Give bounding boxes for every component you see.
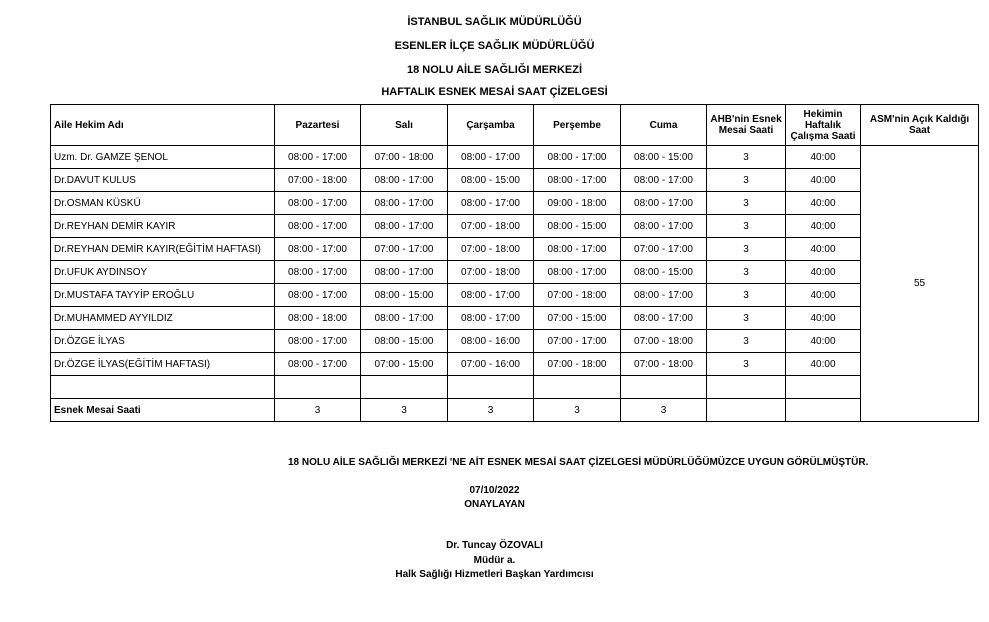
table-row bbox=[51, 284, 979, 307]
total-row bbox=[51, 399, 979, 422]
flex-hours: 3 bbox=[707, 192, 786, 215]
total-label: Esnek Mesai Saati bbox=[51, 399, 275, 422]
col-header-tuesday: Salı bbox=[361, 105, 448, 146]
total-tue: 3 bbox=[361, 399, 448, 422]
hours-fri: 07:00 - 17:00 bbox=[621, 238, 707, 261]
schedule-table bbox=[50, 104, 979, 422]
table-row bbox=[51, 307, 979, 330]
hours-mon: 08:00 - 17:00 bbox=[275, 215, 361, 238]
total-wed: 3 bbox=[448, 399, 534, 422]
total-thu: 3 bbox=[534, 399, 621, 422]
empty-cell bbox=[707, 376, 786, 399]
header-line-4: HAFTALIK ESNEK MESAİ SAAT ÇİZELGESİ bbox=[381, 86, 608, 98]
hours-fri: 08:00 - 17:00 bbox=[621, 307, 707, 330]
hours-mon: 08:00 - 17:00 bbox=[275, 238, 361, 261]
table-row bbox=[51, 330, 979, 353]
weekly-hours: 40:00 bbox=[786, 169, 861, 192]
signer-title: Müdür a. bbox=[473, 555, 516, 566]
hours-wed: 08:00 - 17:00 bbox=[448, 192, 534, 215]
weekly-hours: 40:00 bbox=[786, 146, 861, 169]
hours-thu: 07:00 - 18:00 bbox=[534, 353, 621, 376]
weekly-hours: 40:00 bbox=[786, 284, 861, 307]
empty-cell bbox=[361, 376, 448, 399]
col-header-wednesday: Çarşamba bbox=[448, 105, 534, 146]
physician-name: Dr.MUHAMMED AYYILDIZ bbox=[51, 307, 275, 330]
hours-mon: 08:00 - 17:00 bbox=[275, 353, 361, 376]
weekly-hours: 40:00 bbox=[786, 192, 861, 215]
weekly-hours: 40:00 bbox=[786, 330, 861, 353]
hours-mon: 07:00 - 18:00 bbox=[275, 169, 361, 192]
hours-tue: 08:00 - 17:00 bbox=[361, 215, 448, 238]
flex-hours: 3 bbox=[707, 261, 786, 284]
hours-thu: 07:00 - 15:00 bbox=[534, 307, 621, 330]
physician-name: Dr.ÖZGE İLYAS(EĞİTİM HAFTASI) bbox=[51, 353, 275, 376]
empty-cell bbox=[448, 376, 534, 399]
empty-cell bbox=[275, 376, 361, 399]
flex-hours: 3 bbox=[707, 146, 786, 169]
hours-wed: 07:00 - 18:00 bbox=[448, 261, 534, 284]
hours-tue: 07:00 - 18:00 bbox=[361, 146, 448, 169]
hours-mon: 08:00 - 18:00 bbox=[275, 307, 361, 330]
hours-fri: 08:00 - 17:00 bbox=[621, 284, 707, 307]
weekly-hours: 40:00 bbox=[786, 261, 861, 284]
col-header-thursday: Perşembe bbox=[534, 105, 621, 146]
weekly-hours: 40:00 bbox=[786, 238, 861, 261]
col-header-asm-open: ASM'nin Açık Kaldığı Saat bbox=[861, 105, 979, 146]
physician-name: Dr.REYHAN DEMİR KAYIR bbox=[51, 215, 275, 238]
header-line-3: 18 NOLU AİLE SAĞLIĞI MERKEZİ bbox=[407, 64, 582, 76]
flex-hours: 3 bbox=[707, 215, 786, 238]
flex-hours: 3 bbox=[707, 284, 786, 307]
hours-wed: 08:00 - 17:00 bbox=[448, 146, 534, 169]
col-header-name: Aile Hekim Adı bbox=[51, 105, 275, 146]
table-header-row bbox=[51, 105, 979, 146]
flex-hours: 3 bbox=[707, 238, 786, 261]
hours-wed: 07:00 - 18:00 bbox=[448, 215, 534, 238]
hours-mon: 08:00 - 17:00 bbox=[275, 261, 361, 284]
physician-name: Uzm. Dr. GAMZE ŞENOL bbox=[51, 146, 275, 169]
flex-hours: 3 bbox=[707, 330, 786, 353]
physician-name: Dr.DAVUT KULUS bbox=[51, 169, 275, 192]
weekly-hours: 40:00 bbox=[786, 215, 861, 238]
hours-mon: 08:00 - 17:00 bbox=[275, 330, 361, 353]
empty-cell bbox=[51, 376, 275, 399]
empty-cell bbox=[707, 399, 786, 422]
hours-thu: 08:00 - 17:00 bbox=[534, 169, 621, 192]
physician-name: Dr.OSMAN KÜSKÜ bbox=[51, 192, 275, 215]
col-header-friday: Cuma bbox=[621, 105, 707, 146]
hours-thu: 08:00 - 17:00 bbox=[534, 238, 621, 261]
hours-fri: 07:00 - 18:00 bbox=[621, 353, 707, 376]
hours-tue: 08:00 - 17:00 bbox=[361, 192, 448, 215]
approval-date: 07/10/2022 bbox=[469, 485, 520, 496]
asm-open-hours: 55 bbox=[861, 146, 979, 422]
empty-cell bbox=[621, 376, 707, 399]
header-line-2: ESENLER İLÇE SAĞLIK MÜDÜRLÜĞÜ bbox=[394, 40, 595, 52]
hours-thu: 08:00 - 17:00 bbox=[534, 261, 621, 284]
hours-tue: 07:00 - 17:00 bbox=[361, 238, 448, 261]
approval-note: 18 NOLU AİLE SAĞLIĞI MERKEZİ 'NE AİT ESNEK MESAİ SAAT ÇİZELGESİ MÜDÜRLÜĞÜMÜZCE UYGUN GÖRÜLMÜŞTÜR. bbox=[288, 457, 869, 468]
table-row bbox=[51, 261, 979, 284]
hours-mon: 08:00 - 17:00 bbox=[275, 192, 361, 215]
flex-hours: 3 bbox=[707, 353, 786, 376]
hours-thu: 08:00 - 17:00 bbox=[534, 146, 621, 169]
hours-fri: 08:00 - 15:00 bbox=[621, 146, 707, 169]
blank-row bbox=[51, 376, 979, 399]
approver-label: ONAYLAYAN bbox=[464, 499, 525, 510]
hours-thu: 07:00 - 17:00 bbox=[534, 330, 621, 353]
hours-tue: 08:00 - 17:00 bbox=[361, 169, 448, 192]
flex-hours: 3 bbox=[707, 307, 786, 330]
hours-fri: 08:00 - 17:00 bbox=[621, 169, 707, 192]
table-row bbox=[51, 215, 979, 238]
weekly-hours: 40:00 bbox=[786, 353, 861, 376]
signer-name: Dr. Tuncay ÖZOVALI bbox=[446, 540, 543, 551]
hours-fri: 08:00 - 17:00 bbox=[621, 192, 707, 215]
hours-wed: 07:00 - 16:00 bbox=[448, 353, 534, 376]
physician-name: Dr.ÖZGE İLYAS bbox=[51, 330, 275, 353]
physician-name: Dr.UFUK AYDINSOY bbox=[51, 261, 275, 284]
hours-wed: 08:00 - 16:00 bbox=[448, 330, 534, 353]
hours-thu: 07:00 - 18:00 bbox=[534, 284, 621, 307]
hours-tue: 08:00 - 17:00 bbox=[361, 261, 448, 284]
weekly-hours: 40:00 bbox=[786, 307, 861, 330]
hours-tue: 08:00 - 15:00 bbox=[361, 330, 448, 353]
table-row bbox=[51, 169, 979, 192]
total-mon: 3 bbox=[275, 399, 361, 422]
empty-cell bbox=[534, 376, 621, 399]
hours-fri: 08:00 - 15:00 bbox=[621, 261, 707, 284]
total-fri: 3 bbox=[621, 399, 707, 422]
hours-tue: 08:00 - 15:00 bbox=[361, 284, 448, 307]
hours-fri: 07:00 - 18:00 bbox=[621, 330, 707, 353]
signer-role: Halk Sağlığı Hizmetleri Başkan Yardımcısı bbox=[395, 569, 594, 580]
hours-tue: 07:00 - 15:00 bbox=[361, 353, 448, 376]
hours-wed: 08:00 - 17:00 bbox=[448, 284, 534, 307]
table-row bbox=[51, 192, 979, 215]
physician-name: Dr.REYHAN DEMİR KAYIR(EĞİTİM HAFTASI) bbox=[51, 238, 275, 261]
hours-tue: 08:00 - 17:00 bbox=[361, 307, 448, 330]
hours-wed: 08:00 - 15:00 bbox=[448, 169, 534, 192]
hours-thu: 09:00 - 18:00 bbox=[534, 192, 621, 215]
hours-fri: 08:00 - 17:00 bbox=[621, 215, 707, 238]
empty-cell bbox=[786, 376, 861, 399]
hours-thu: 08:00 - 15:00 bbox=[534, 215, 621, 238]
hours-wed: 07:00 - 18:00 bbox=[448, 238, 534, 261]
flex-hours: 3 bbox=[707, 169, 786, 192]
hours-wed: 08:00 - 17:00 bbox=[448, 307, 534, 330]
col-header-weekly-hours: Hekimin Haftalık Çalışma Saati bbox=[786, 105, 861, 146]
hours-mon: 08:00 - 17:00 bbox=[275, 284, 361, 307]
hours-mon: 08:00 - 17:00 bbox=[275, 146, 361, 169]
header-line-1: İSTANBUL SAĞLIK MÜDÜRLÜĞÜ bbox=[407, 16, 582, 28]
table-row bbox=[51, 353, 979, 376]
col-header-monday: Pazartesi bbox=[275, 105, 361, 146]
table-row bbox=[51, 238, 979, 261]
col-header-flex-hours: AHB'nin Esnek Mesai Saati bbox=[707, 105, 786, 146]
physician-name: Dr.MUSTAFA TAYYİP EROĞLU bbox=[51, 284, 275, 307]
table-row bbox=[51, 146, 979, 169]
empty-cell bbox=[786, 399, 861, 422]
